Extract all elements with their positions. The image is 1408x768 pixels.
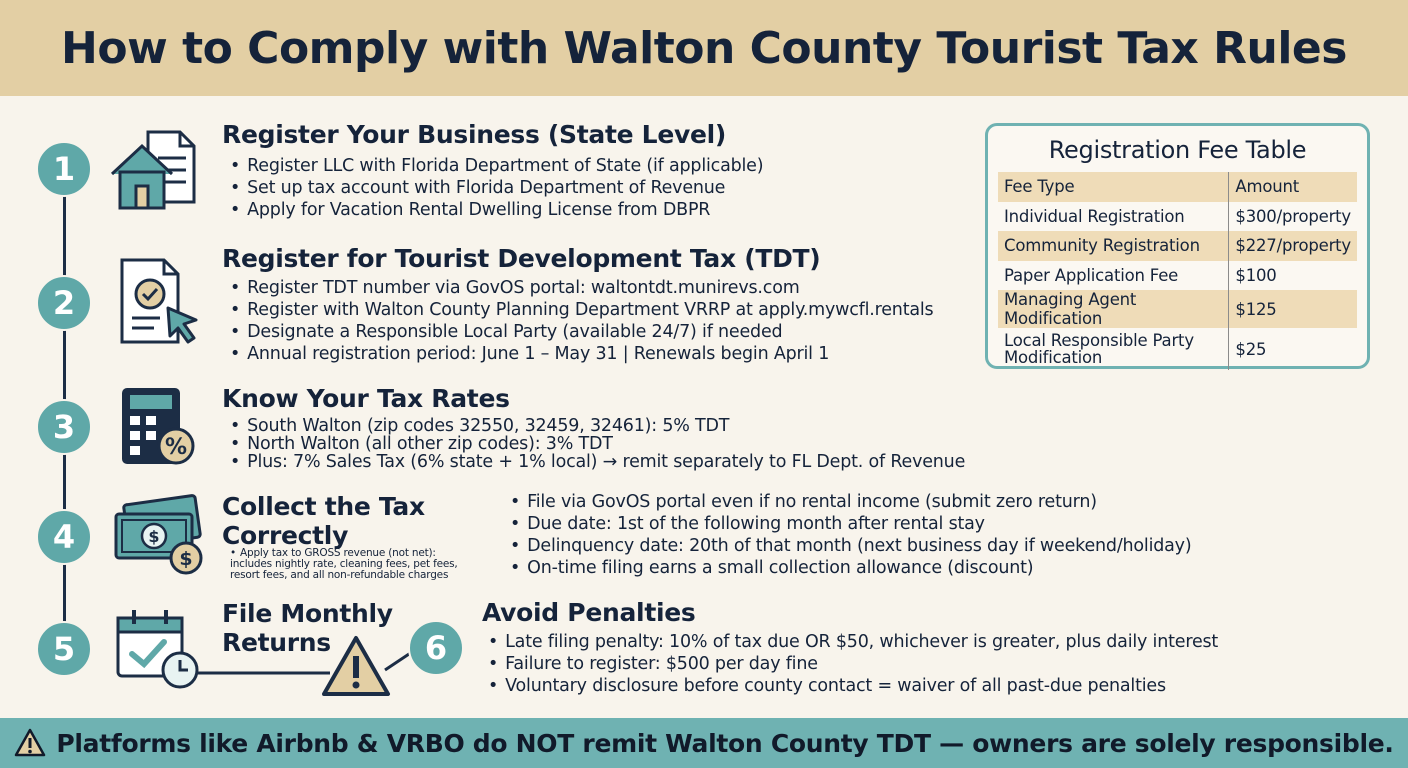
table-cell: Local Responsible Party Modification (998, 328, 1229, 370)
list-item: • Annual registration period: June 1 – May 31 | Renewals begin April 1 (230, 343, 933, 365)
table-cell: Community Registration (998, 231, 1229, 261)
table-cell: Managing Agent Modification (998, 290, 1229, 328)
money-coin-icon (112, 492, 208, 578)
list-item: • Apply tax to GROSS revenue (not net): includes nightly rate, cleaning fees, pet fees, resort fees, and all non-refundable charges (230, 548, 478, 581)
fee-table (998, 172, 1357, 370)
page-title: How to Comply with Walton County Tourist Tax Rules (61, 22, 1347, 74)
step-5-heading: File Monthly Returns (222, 599, 393, 657)
table-cell: Paper Application Fee (998, 261, 1229, 291)
table-header-cell: Amount (1229, 172, 1357, 202)
list-item: • File via GovOS portal even if no rental income (submit zero return) (510, 491, 1191, 513)
step-1-bullets (230, 155, 763, 221)
list-item: • Due date: 1st of the following month after rental stay (510, 513, 1191, 535)
table-cell: $300/property (1235, 206, 1351, 226)
step-3-heading: Know Your Tax Rates (222, 384, 510, 413)
table-cell: Individual Registration (998, 202, 1229, 232)
step-3-bullets (230, 417, 965, 471)
table-row (998, 328, 1357, 370)
svg-text:$: $ (179, 548, 193, 570)
list-item: • On-time filing earns a small collection allowance (discount) (510, 557, 1191, 579)
step-1-number: 1 (36, 141, 92, 197)
step-2-bullets (230, 277, 933, 365)
step-4-heading: Collect the Tax Correctly (222, 492, 425, 550)
list-item: • Delinquency date: 20th of that month (next business day if weekend/holiday) (510, 535, 1191, 557)
list-item: • Voluntary disclosure before county contact = waiver of all past-due penalties (488, 675, 1218, 697)
step-4-note (230, 548, 478, 581)
table-header-row (998, 172, 1357, 202)
footer-banner (0, 718, 1408, 768)
step-4-bullets (510, 491, 1191, 579)
list-item: • Plus: 7% Sales Tax (6% state + 1% local) → remit separately to FL Dept. of Revenue (230, 453, 965, 471)
step-1-heading: Register Your Business (State Level) (222, 120, 727, 149)
fee-table-box (985, 123, 1370, 369)
step-2-number: 2 (36, 275, 92, 331)
table-row (998, 261, 1357, 291)
table-row (998, 290, 1357, 328)
table-cell: $25 (1235, 339, 1267, 359)
list-item: • Designate a Responsible Local Party (available 24/7) if needed (230, 321, 933, 343)
table-cell: $227/property (1229, 231, 1357, 261)
step-2-heading: Register for Tourist Development Tax (TDT) (222, 244, 821, 273)
step-3-number: 3 (36, 399, 92, 455)
checked-document-cursor-icon (116, 256, 202, 348)
step-6-bullets (488, 631, 1218, 697)
step-4-number: 4 (36, 509, 92, 565)
table-row (998, 231, 1357, 261)
list-item: • Apply for Vacation Rental Dwelling License from DBPR (230, 199, 763, 221)
title-banner (0, 0, 1408, 96)
list-item: • Register TDT number via GovOS portal: waltontdt.munirevs.com (230, 277, 933, 299)
step-6-heading: Avoid Penalties (482, 598, 696, 627)
list-item: • South Walton (zip codes 32550, 32459, 32461): 5% TDT (230, 417, 965, 435)
calculator-percent-icon (118, 384, 198, 468)
table-header-cell: Fee Type (998, 172, 1229, 202)
fee-table-title: Registration Fee Table (1048, 136, 1307, 164)
warning-icon (14, 728, 46, 758)
svg-text:%: % (164, 435, 188, 460)
list-item: • Register LLC with Florida Department of State (if applicable) (230, 155, 763, 177)
svg-text:$: $ (148, 527, 160, 546)
step-5-number: 5 (36, 621, 92, 677)
list-item: • Failure to register: $500 per day fine (488, 653, 1218, 675)
table-row (998, 202, 1357, 232)
table-cell: $100 (1235, 265, 1277, 285)
house-document-icon (108, 128, 200, 212)
list-item: • Set up tax account with Florida Department of Revenue (230, 177, 763, 199)
list-item: • North Walton (all other zip codes): 3% TDT (230, 435, 965, 453)
list-item: • Late filing penalty: 10% of tax due OR $50, whichever is greater, plus daily interest (488, 631, 1218, 653)
calendar-check-clock-icon (112, 606, 204, 692)
list-item: • Register with Walton County Planning Department VRRP at apply.mywcfl.rentals (230, 299, 933, 321)
footer-text: Platforms like Airbnb & VRBO do NOT remit Walton County TDT — owners are solely responsible. (56, 728, 1394, 758)
table-cell: $125 (1229, 290, 1357, 328)
step-6-number: 6 (408, 620, 464, 676)
